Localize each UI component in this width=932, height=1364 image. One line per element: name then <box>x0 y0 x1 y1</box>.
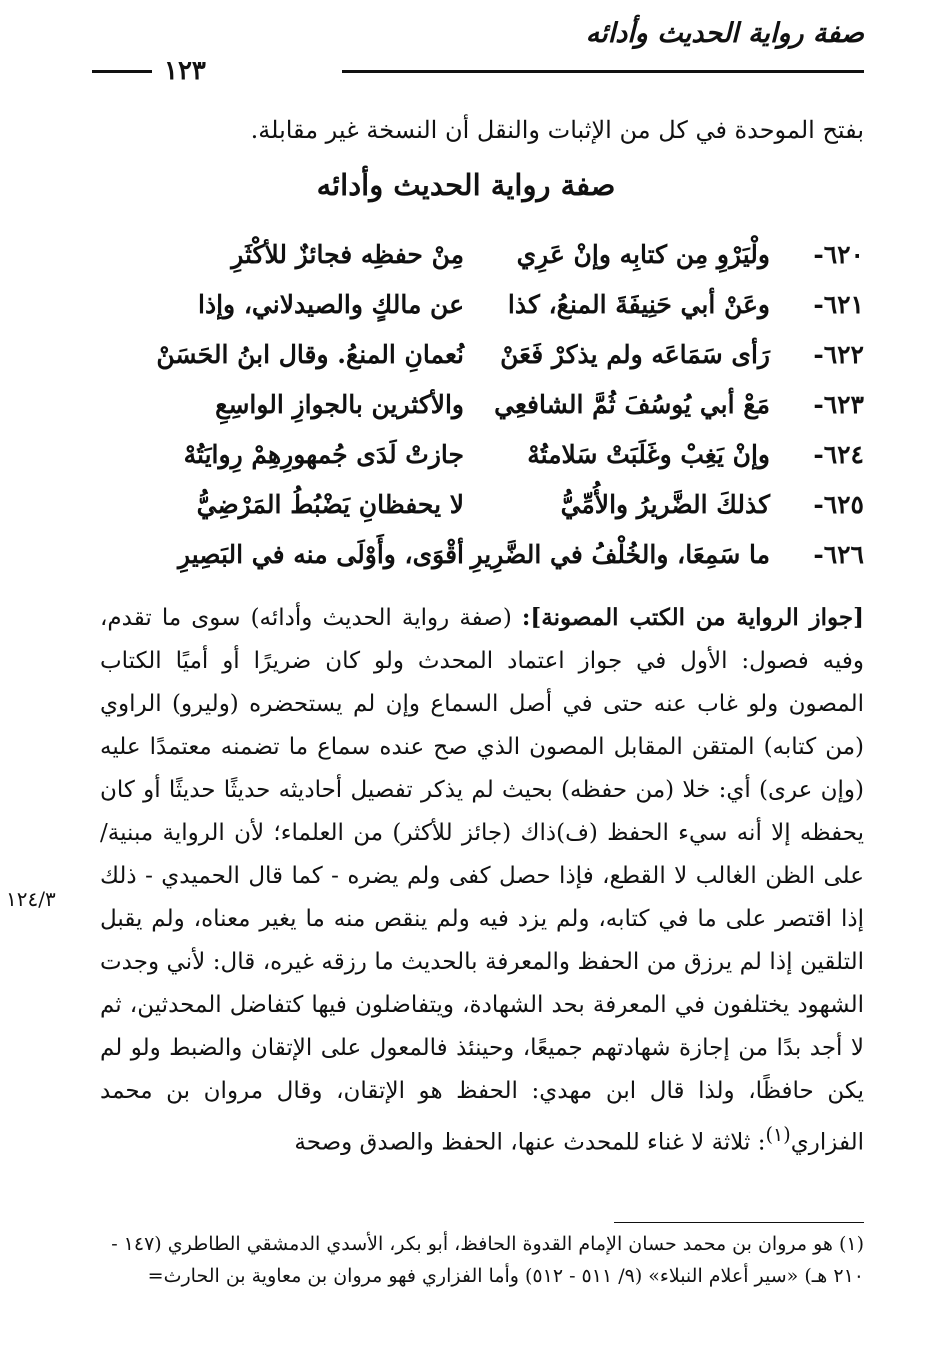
verse-second-hemistich: لا يحفظانِ يَضْبُطُ المَرْضِيُّ <box>196 490 464 519</box>
verse-line <box>104 540 864 590</box>
verse-line <box>104 240 864 290</box>
verse-number: ٦٢٠- <box>813 240 864 269</box>
verse-number: ٦٢٦- <box>813 540 864 569</box>
header-rule-left <box>92 70 152 73</box>
verse-first-hemistich: مَعْ أبي يُوسُفَ ثُمَّ الشافعِي <box>494 390 770 419</box>
commentary-paragraph <box>100 596 864 1165</box>
verse-number: ٦٢١- <box>813 290 864 319</box>
verse-first-hemistich: ما سَمِعَا، والخُلْفُ في الضَّرِيرِ <box>470 540 770 569</box>
intro-line: بفتح الموحدة في كل من الإثبات والنقل أن النسخة غير مقابلة. <box>250 116 864 144</box>
footnote-separator <box>614 1222 864 1223</box>
verse-number: ٦٢٥- <box>813 490 864 519</box>
verse-first-hemistich: وعَنْ أبي حَنِيفَةَ المنعُ، كذا <box>507 290 770 319</box>
verse-second-hemistich: جازتْ لَدَى جُمهورِهِمْ رِوايَتُهْ <box>183 440 464 469</box>
footnote-marker[interactable]: (١) <box>765 1123 791 1146</box>
verse-line <box>104 340 864 390</box>
commentary-text-end: : ثلاثة لا غناء للمحدث عنها، الحفظ والصدق وصحة <box>294 1129 766 1156</box>
verse-first-hemistich: رَأى سَمَاعَه ولم يذكرْ فَعَنْ <box>500 340 770 369</box>
commentary-lead: [جواز الرواية من الكتب المصونة]: <box>521 604 864 631</box>
verse-first-hemistich: وإنْ يَغِبْ وغَلَبَتْ سَلامتُهْ <box>527 440 770 469</box>
verse-second-hemistich: نُعمانِ المنعُ. وقال ابنُ الحَسَنْ <box>156 340 464 369</box>
section-heading: صفة رواية الحديث وأدائه <box>316 168 616 202</box>
verse-first-hemistich: ولْيَرْوِ مِن كتابِه وإنْ عَرِي <box>516 240 770 269</box>
commentary-text: (صفة رواية الحديث وأدائه) سوى ما تقدم، وفيه فصول: الأول في جواز اعتماد المحدث ولو كان ضريرًا أو أميًا الكتاب المصون ولو غاب عنه حتى في أصل السماع وإن لم يستحضره (وليرو) الراوي (من كتابه) المتقن المقابل المصون الذي صح عنده سماع ما تضمنه معتمدًا عليه (وإن عرى) أي: خلا (من حفظه) بحيث لم يذكر تفصيل أحاديثه حديثًا حديثًا أو كان يحفظه إلا أنه سيء الحفظ (ف)ذاك (جائز للأكثر) من العلماء؛ لأن الرواية مبنية/ على الظن الغالب لا القطع، فإذا حصل كفى ولم يضره - كما قال الحميدي - ذلك إذا اقتصر على ما في كتابه، ولم يزد فيه ولم ينقص منه ما يغير معناه، ولم يقبل التلقين إذا لم يرزق من الحفظ والمعرفة بالحديث ما رزقه غيره، قال: لأني وجدت الشهود يختلفون في المعرفة بحد الشهادة، ويتفاضلون فيها كتفاضل المحدثين، ثم لا أجد بدًا من إجازة شهادتهم جميعًا، وحينئذ فالمعول على الإتقان والضبط ولو لم يكن حافظًا، ولذا قال ابن مهدي: الحفظ هو الإتقان، وقال مروان بن محمد الفزاري <box>100 605 864 1156</box>
footnotes <box>100 1228 864 1292</box>
verse-number: ٦٢٤- <box>813 440 864 469</box>
verse-number: ٦٢٣- <box>813 390 864 419</box>
verse-first-hemistich: كذلكَ الضَّريرُ والأُمِّيُّ <box>560 490 770 519</box>
running-header-title: صفة رواية الحديث وأدائه <box>585 18 864 49</box>
page-number: ١٢٣ <box>164 56 206 86</box>
verse-line <box>104 490 864 540</box>
verse-number: ٦٢٢- <box>813 340 864 369</box>
verse-second-hemistich: أقْوَى، وأَوْلَى منه في البَصِيرِ <box>177 540 464 569</box>
verse-line <box>104 440 864 490</box>
poem <box>104 240 864 590</box>
margin-page-reference: ١٢٤/٣ <box>6 887 56 911</box>
verse-second-hemistich: مِنْ حفظِه فجائزٌ للأكْثَرِ <box>231 240 464 269</box>
header-rule <box>92 70 864 73</box>
verse-line <box>104 290 864 340</box>
verse-second-hemistich: عن مالكٍ والصيدلاني، وإذا <box>198 290 464 319</box>
verse-second-hemistich: والأكثرين بالجوازِ الواسِعِ <box>215 390 464 419</box>
header-rule-right <box>342 70 864 73</box>
footnote: (١) هو مروان بن محمد حسان الإمام القدوة الحافظ، أبو بكر، الأسدي الدمشقي الطاطري (١٤٧ - ٢١٠ هـ) «سير أعلام النبلاء» (٩/ ٥١١ - ٥١٢) وأما الفزاري فهو مروان بن معاوية بن الحارث= <box>111 1233 864 1287</box>
verse-line <box>104 390 864 440</box>
